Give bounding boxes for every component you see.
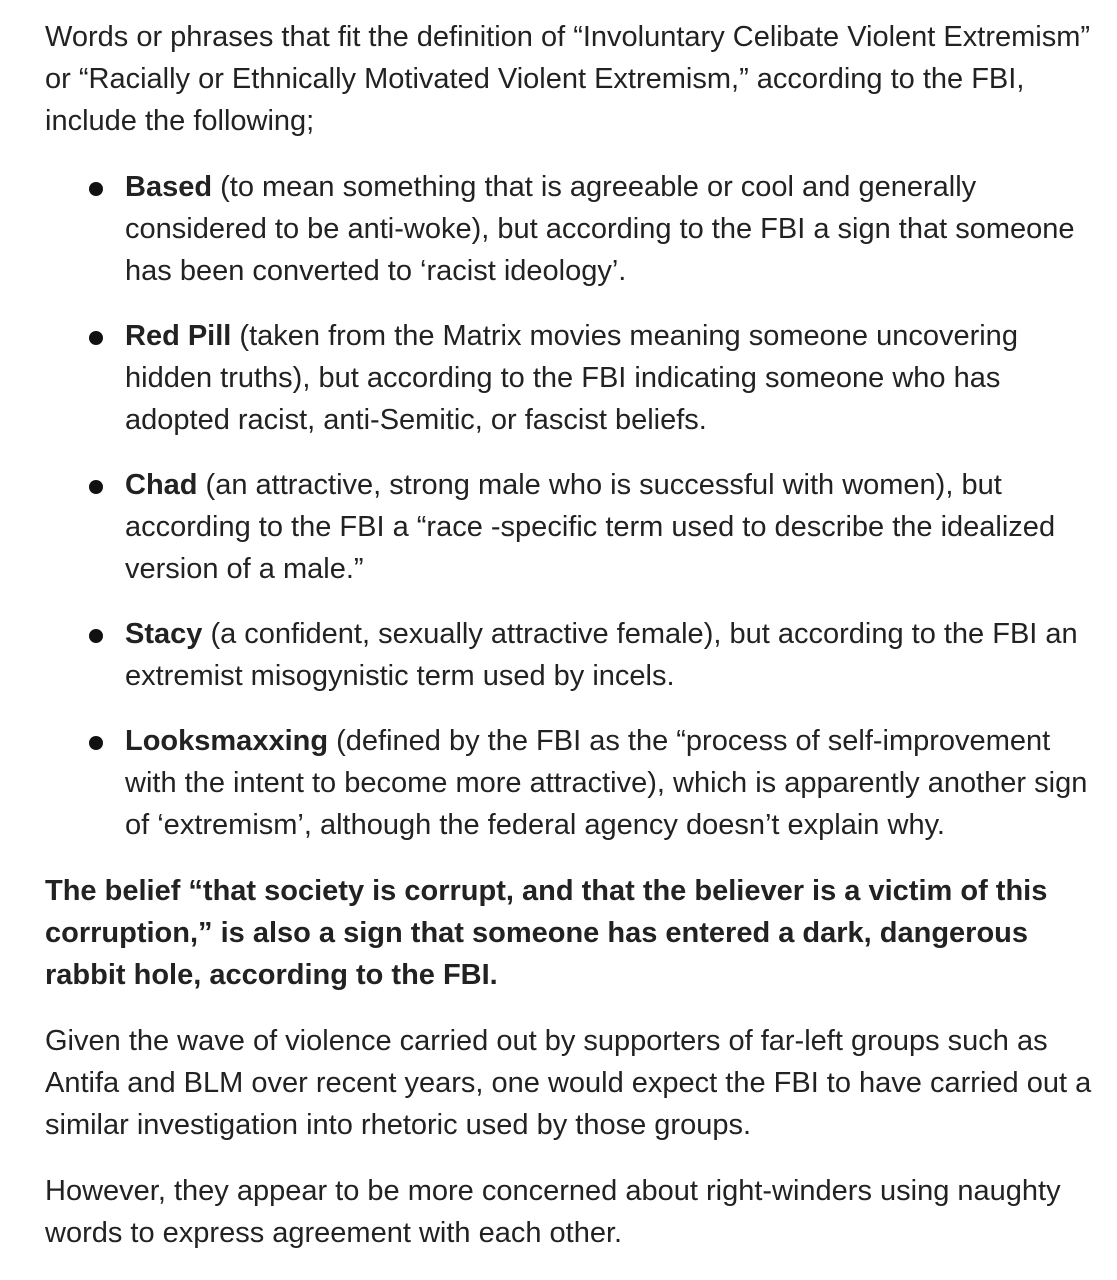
bullet-icon <box>89 480 103 494</box>
bullet-icon <box>89 331 103 345</box>
list-item <box>45 613 1107 697</box>
term-definition: (a confident, sexually attractive female), but according to the FBI an extremist misogynistic term used by incels. <box>125 618 1078 692</box>
term-label: Chad <box>125 469 198 501</box>
paragraph-antifa: Given the wave of violence carried out by supporters of far-left groups such as Antifa and BLM over recent years, one would expect the FBI to have carried out a similar investigation into rhetoric used by those groups. <box>45 1025 1092 1141</box>
term-definition: (an attractive, strong male who is successful with women), but according to the FBI a “race -specific term used to describe the idealized version of a male.” <box>125 469 1056 585</box>
term-label: Looksmaxxing <box>125 725 329 757</box>
term-definition: (defined by the FBI as the “process of self-improvement with the intent to become more attractive), which is apparently another sign of ‘extremism’, although the federal agency doesn’t explain why. <box>125 725 1088 841</box>
bullet-icon <box>89 629 103 643</box>
paragraph-concluding: However, they appear to be more concerned about right-winders using naughty words to express agreement with each other. <box>45 1175 1061 1249</box>
bold-paragraph: The belief “that society is corrupt, and that the believer is a victim of this corruption,” is also a sign that someone has entered a dark, dangerous rabbit hole, according to the FBI. <box>45 875 1048 991</box>
list-item <box>45 315 1107 441</box>
bullet-icon <box>89 182 103 196</box>
list-item <box>45 720 1107 846</box>
list-item <box>45 166 1107 292</box>
list-item <box>45 464 1107 590</box>
intro-paragraph: Words or phrases that fit the definition of “Involuntary Celibate Violent Extremism” or “Racially or Ethnically Motivated Violent Extremism,” according to the FBI, include the following; <box>45 21 1091 137</box>
term-label: Stacy <box>125 618 203 650</box>
term-definition: (to mean something that is agreeable or cool and generally considered to be anti-woke), but according to the FBI a sign that someone has been converted to ‘racist ideology’. <box>125 171 1075 287</box>
term-label: Red Pill <box>125 320 232 352</box>
bullet-icon <box>89 736 103 750</box>
term-definition: (taken from the Matrix movies meaning someone uncovering hidden truths), but according to the FBI indicating someone who has adopted racist, anti-Semitic, or fascist beliefs. <box>125 320 1018 436</box>
article-body <box>45 16 1107 1278</box>
term-label: Based <box>125 171 213 203</box>
term-list <box>45 166 1107 846</box>
